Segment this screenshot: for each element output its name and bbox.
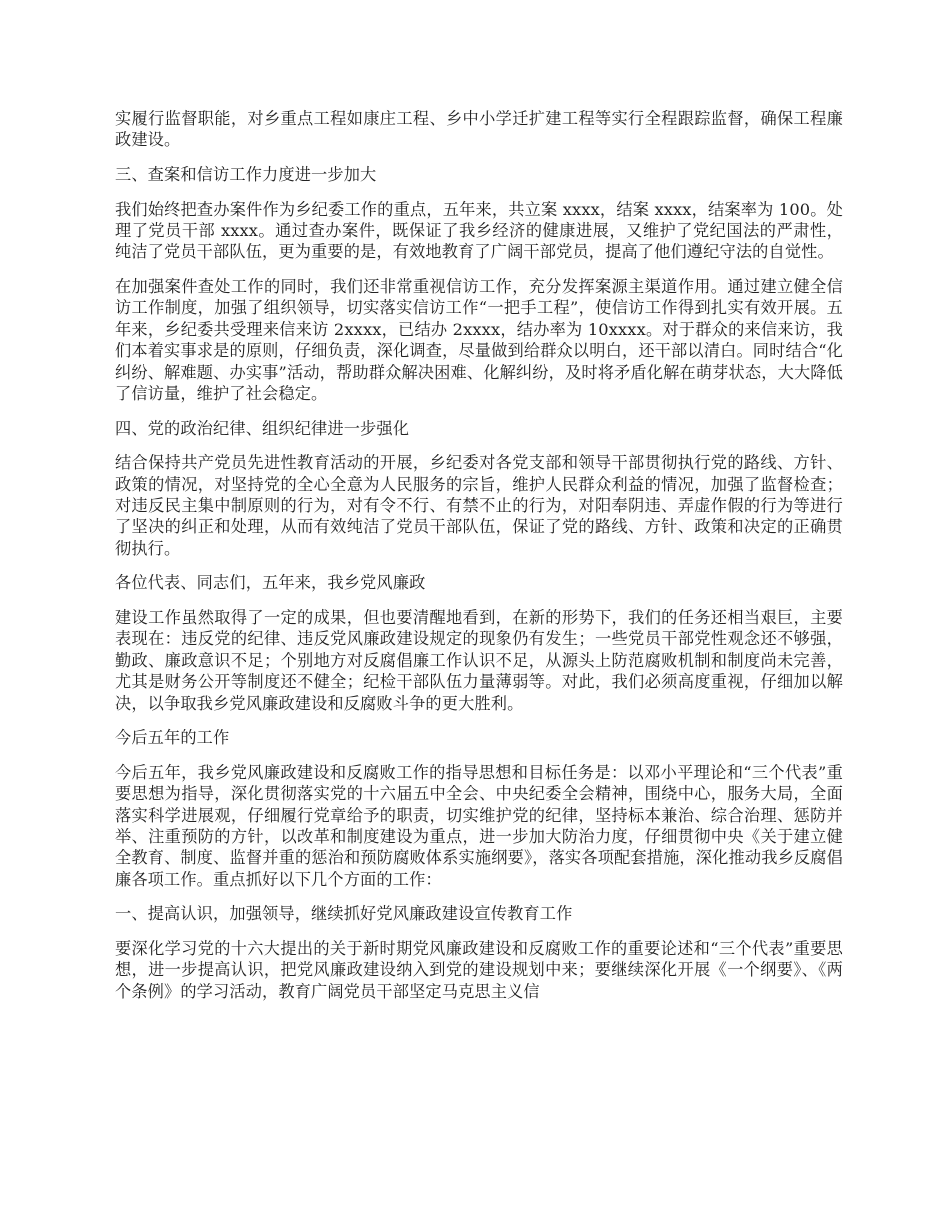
paragraph-case-handling: 我们始终把查办案件作为乡纪委工作的重点，五年来，共立案 xxxx，结案 xxxx，结案率为 100。处理了党员干部 xxxx。通过查办案件，既保证了我乡经济的健康进展，又维护了党纪国法的严肃性，纯洁了党员干部队伍，更为重要的是，有效地教育了广阔干部党员，提高了他们遵纪守法的自觉性。: [115, 199, 843, 262]
document-page: [115, 108, 843, 1015]
paragraph-guiding-principles: 今后五年，我乡党风廉政建设和反腐败工作的指导思想和目标任务是：以邓小平理论和“三个代表”重要思想为指导，深化贯彻落实党的十六届五中全会、中央纪委全会精神，围绕中心，服务大局，全面落实科学进展观，仔细履行党章给予的职责，切实维护党的纪律，坚持标本兼治、综合治理、惩防并举、注重预防的方针，以改革和制度建设为重点，进一步加大防治力度，仔细贯彻中央《关于建立健全教育、制度、监督并重的惩治和预防腐败体系实施纲要》，落实各项配套措施，深化推动我乡反腐倡廉各项工作。重点抓好以下几个方面的工作：: [115, 762, 843, 889]
paragraph-education: 要深化学习党的十六大提出的关于新时期党风廉政建设和反腐败工作的重要论述和“三个代表”重要思想，进一步提高认识，把党风廉政建设纳入到党的建设规划中来；要继续深化开展《一个纲要》、《两个条例》的学习活动，教育广阔党员干部坚定马克思主义信: [115, 939, 843, 1001]
paragraph-petitions: 在加强案件查处工作的同时，我们还非常重视信访工作，充分发挥案源主渠道作用。通过建立健全信访工作制度，加强了组织领导，切实落实信访工作“一把手工程”，使信访工作得到扎实有效开展。五年来，乡纪委共受理来信来访 2xxxx，已结办 2xxxx，结办率为 10xxxx。对于群众的来信来访，我们本着实事求是的原则，仔细负责，深化调查，尽量做到给群众以明白，还干部以清白。同时结合“化纠纷、解难题、办实事”活动，帮助群众解决困难、化解纠纷，及时将矛盾化解在萌芽状态，大大降低了信访量，维护了社会稳定。: [115, 277, 843, 404]
paragraph-supervision: 实履行监督职能，对乡重点工程如康庄工程、乡中小学迁扩建工程等实行全程跟踪监督，确保工程廉政建设。: [115, 109, 843, 150]
paragraph-discipline: 结合保持共产党员先进性教育活动的开展，乡纪委对各党支部和领导干部贯彻执行党的路线、方针、政策的情况，对坚持党的全心全意为人民服务的宗旨，维护人民群众利益的情况，加强了监督检查；对违反民主集中制原则的行为，对有令不行、有禁不止的行为，对阳奉阴违、弄虚作假的行为等进行了坚决的纠正和处理，从而有效纯洁了党员干部队伍，保证了党的路线、方针、政策和决定的正确贯彻执行。: [115, 453, 843, 558]
section-heading-case-handling: 三、查案和信访工作力度进一步加大: [115, 165, 377, 184]
section-heading-future-work: 今后五年的工作: [115, 728, 230, 748]
section-heading-address: 各位代表、同志们，五年来，我乡党风廉政: [115, 573, 426, 593]
paragraph-challenges: 建设工作虽然取得了一定的成果，但也要清醒地看到，在新的形势下，我们的任务还相当艰巨，主要表现在：违反党的纪律、违反党风廉政建设规定的现象仍有发生；一些党员干部党性观念还不够强，勤政、廉政意识不足；个别地方对反腐倡廉工作认识不足，从源头上防范腐败机制和制度尚未完善，尤其是财务公开等制度还不健全；纪检干部队伍力量薄弱等。对此，我们必须高度重视，仔细加以解决，以争取我乡党风廉政建设和反腐败斗争的更大胜利。: [115, 608, 843, 713]
section-heading-education: 一、提高认识，加强领导，继续抓好党风廉政建设宣传教育工作: [115, 904, 573, 924]
section-heading-discipline: 四、党的政治纪律、组织纪律进一步强化: [115, 418, 410, 438]
